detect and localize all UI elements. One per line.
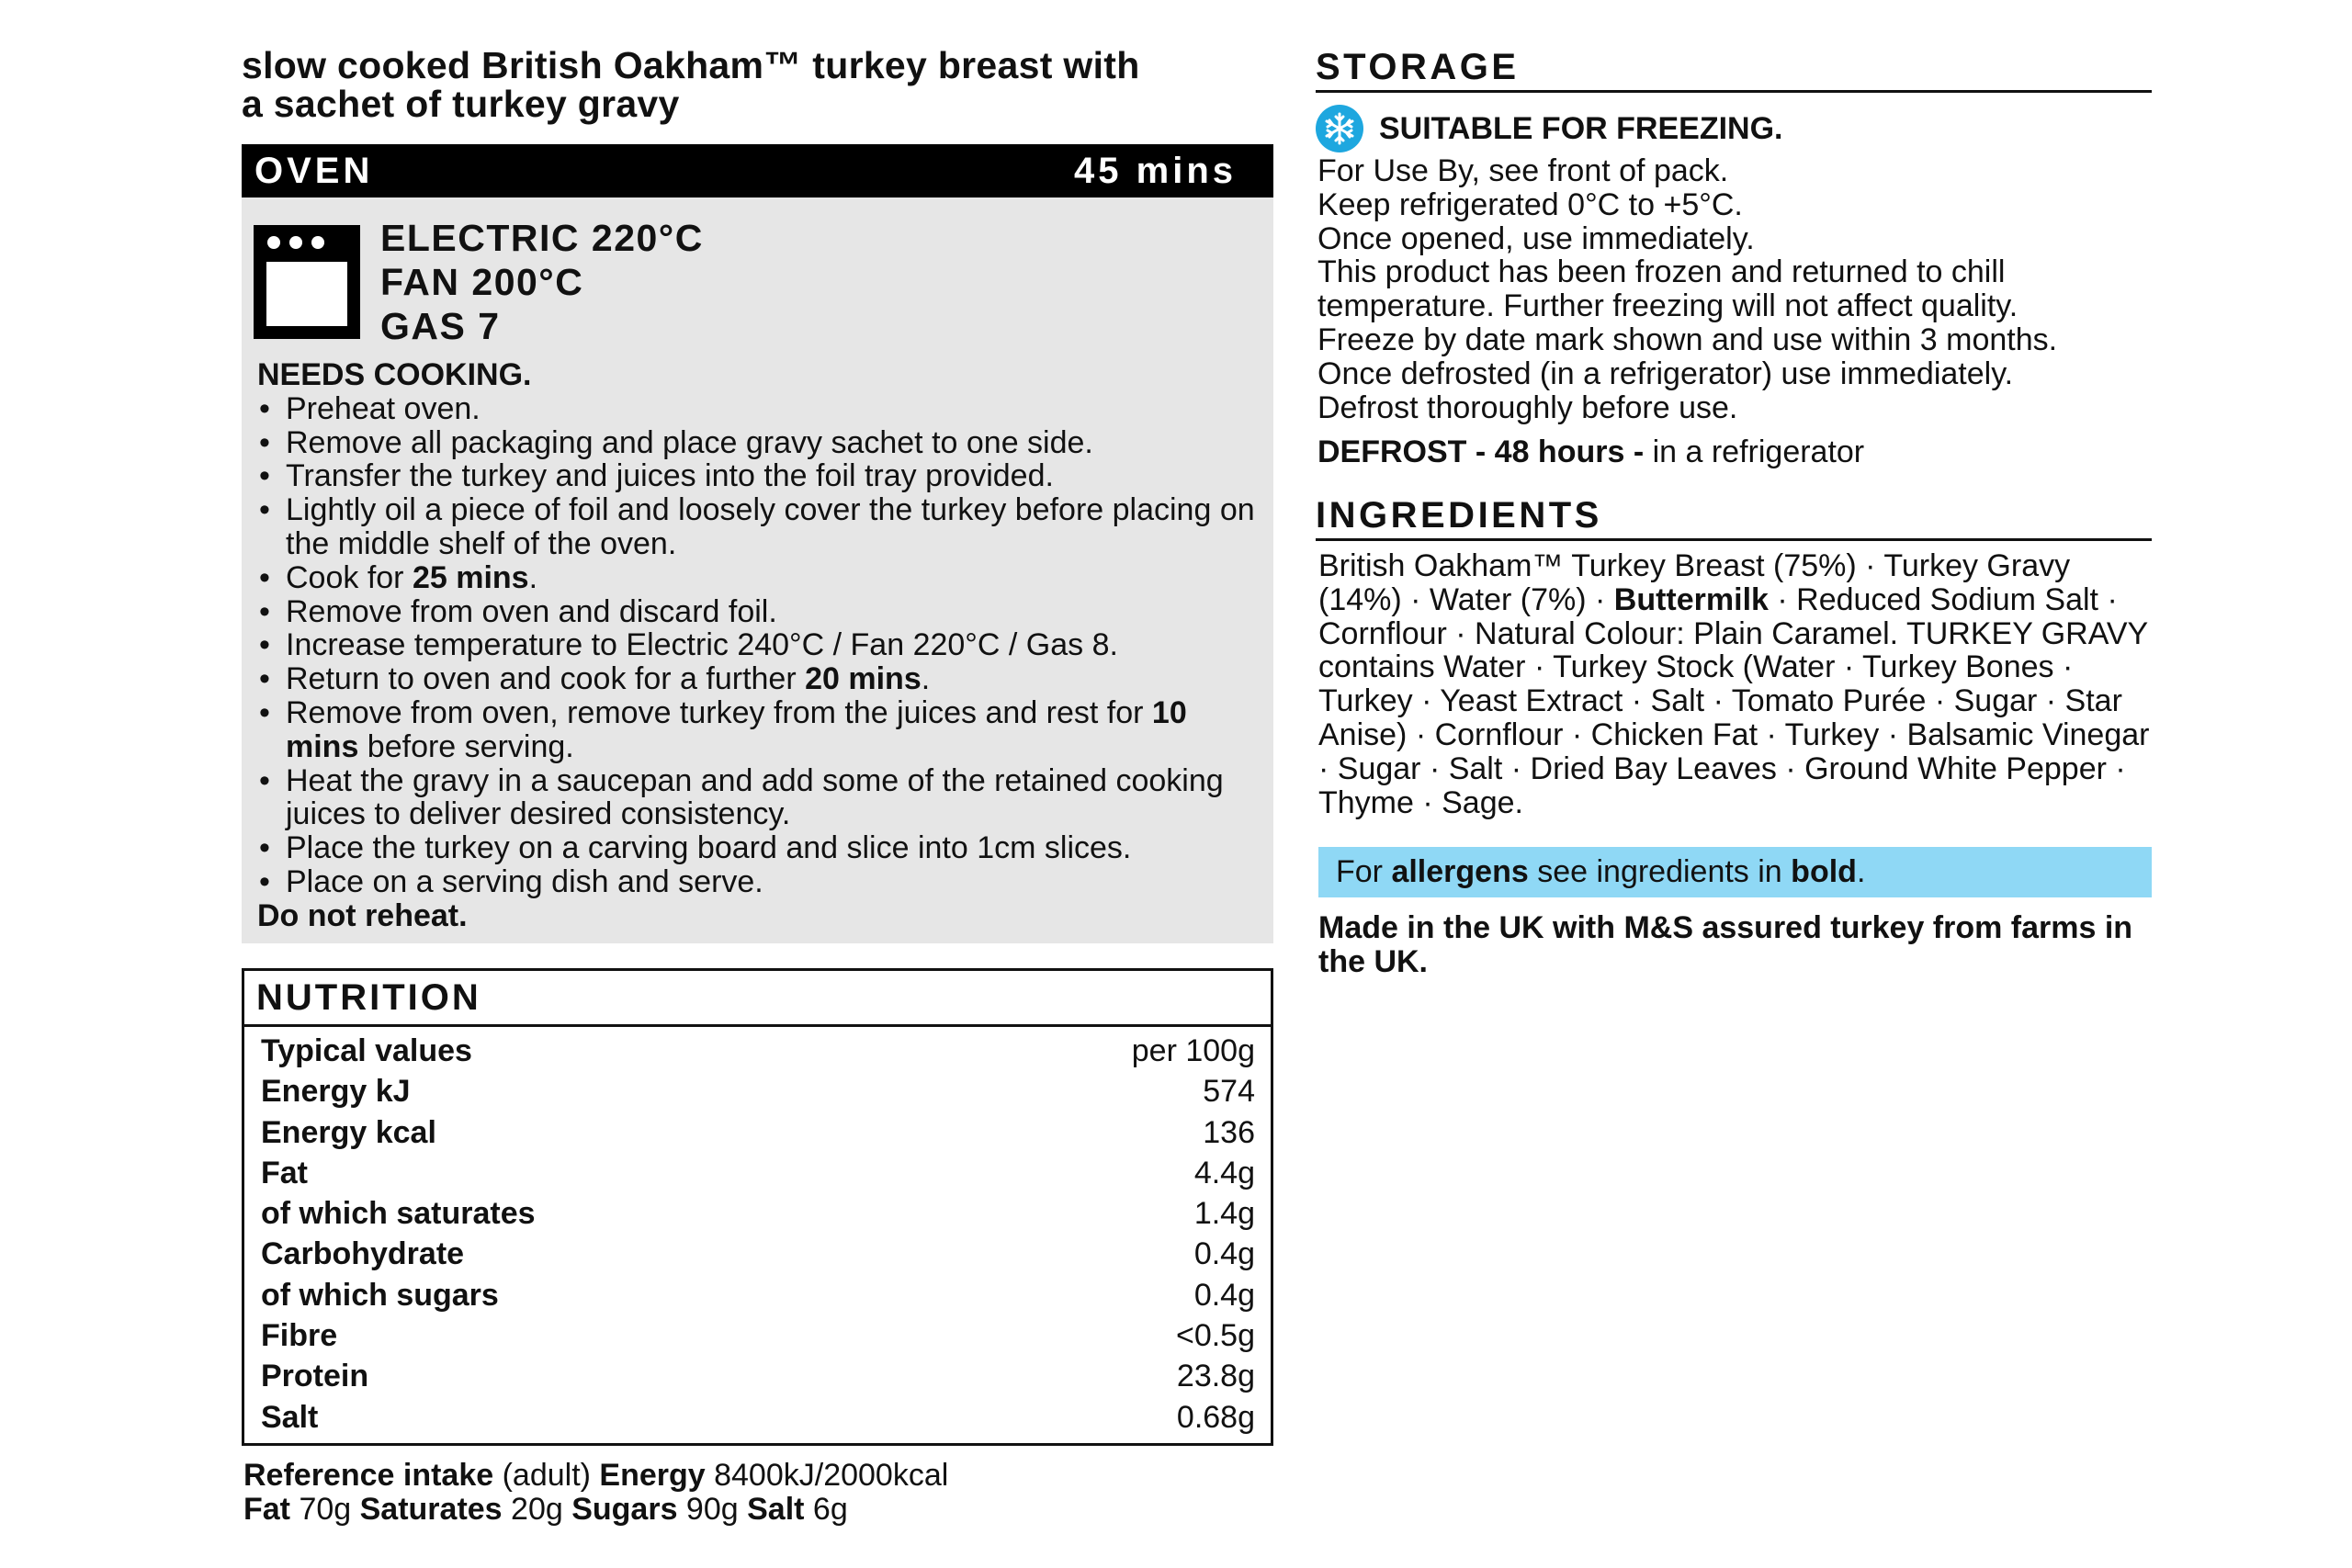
nutrient-name: Protein: [261, 1359, 369, 1394]
nutrient-name: Energy kcal: [261, 1114, 436, 1150]
storage-line: Freeze by date mark shown and use within 3 months.: [1317, 321, 2058, 357]
defrost-bold: DEFROST - 48 hours -: [1317, 434, 1645, 469]
oven-label: OVEN: [254, 150, 374, 191]
cooking-step: • Place on a serving dish and serve.: [257, 865, 1263, 899]
nutrition-row: [244, 1193, 1271, 1234]
cooking-step: • Transfer the turkey and juices into the foil tray provided.: [257, 459, 1263, 493]
nutrition-row: [244, 1315, 1271, 1356]
origin-statement: Made in the UK with M&S assured turkey from farms in the UK.: [1318, 910, 2133, 979]
nutrition-row: [244, 1031, 1271, 1071]
nutrient-name: Fibre: [261, 1318, 338, 1354]
ingredients-part-2: · Reduced Sodium Salt · Cornflour · Natural Colour: Plain Caramel. TURKEY GRAVY contains Water · Turkey Stock (Water · Turkey Bones · Turkey · Yeast Extract · Salt · Tomato Purée · Sugar · Star Anise) · Cornflour · Chicken Fat · Turkey · Balsamic Vinegar · Sugar · Salt · Dried Bay Leaves · Ground White Pepper · Thyme · Sage.: [1318, 581, 2150, 820]
ingredients-text: [1318, 549, 2152, 819]
allergen-mid: see ingredients in: [1528, 854, 1792, 889]
allergen-buttermilk: Buttermilk: [1613, 581, 1769, 617]
cooking-steps: [257, 358, 1263, 933]
defrost-rest: in a refrigerator: [1644, 434, 1865, 469]
oven-time: 45 mins: [1074, 150, 1237, 191]
nutrition-row: [244, 1275, 1271, 1315]
reference-line-2: Fat 70g Saturates 20g Sugars 90g Salt 6g: [243, 1492, 848, 1527]
cooking-step: • Remove from oven, remove turkey from the juices and rest for 10 mins before serving.: [257, 696, 1263, 764]
storage-line: For Use By, see front of pack.: [1317, 153, 1729, 188]
cooking-step: • Lightly oil a piece of foil and loosely cover the turkey before placing on the middle shelf of the oven.: [257, 493, 1263, 561]
storage-heading: STORAGE: [1316, 44, 2152, 93]
nutrient-value: 0.4g: [1193, 1277, 1255, 1313]
steps-list: [257, 392, 1263, 899]
oven-header: [242, 144, 1273, 197]
allergen-notice: [1318, 847, 2152, 897]
nutrient-value: 574: [1203, 1074, 1255, 1110]
temp-gas: GAS 7: [380, 305, 501, 347]
nutrition-row: [244, 1234, 1271, 1274]
temp-electric: ELECTRIC 220°C: [380, 217, 704, 259]
freezing-notice: [1316, 105, 1782, 152]
storage-line: This product has been frozen and returned to chill temperature. Further freezing will not affect quality.: [1317, 254, 2018, 324]
storage-text: [1317, 154, 2152, 424]
nutrient-name: Energy kJ: [261, 1074, 411, 1110]
nutrient-value: per 100g: [1131, 1033, 1255, 1068]
nutrition-row: [244, 1356, 1271, 1396]
allergen-bold-1: allergens: [1391, 854, 1529, 889]
nutrition-rows: [244, 1031, 1271, 1438]
nutrient-name: Fat: [261, 1155, 308, 1190]
product-title: [242, 46, 1273, 123]
nutrient-name: Typical values: [261, 1033, 472, 1068]
temp-fan: FAN 200°C: [380, 261, 584, 303]
nutrition-row: [244, 1153, 1271, 1193]
cooking-step: • Place the turkey on a carving board and slice into 1cm slices.: [257, 831, 1263, 865]
oven-icon: [254, 225, 360, 339]
storage-line: Once defrosted (in a refrigerator) use immediately.: [1317, 355, 2014, 391]
storage-line: Once opened, use immediately.: [1317, 220, 1755, 256]
defrost-line: [1317, 434, 1864, 470]
nutrient-name: of which sugars: [261, 1277, 499, 1313]
nutrient-value: <0.5g: [1175, 1318, 1255, 1354]
allergen-post: .: [1856, 854, 1866, 889]
cooking-step: • Return to oven and cook for a further 20 mins.: [257, 662, 1263, 696]
nutrient-value: 4.4g: [1193, 1155, 1255, 1190]
nutrient-value: 1.4g: [1193, 1196, 1255, 1232]
nutrition-table: [242, 968, 1273, 1446]
allergen-pre: For: [1336, 854, 1392, 889]
cooking-step: • Remove from oven and discard foil.: [257, 595, 1263, 629]
nutrition-row: [244, 1397, 1271, 1438]
do-not-reheat: Do not reheat.: [257, 897, 468, 933]
nutrient-value: 23.8g: [1176, 1359, 1255, 1394]
cooking-step: • Remove all packaging and place gravy sachet to one side.: [257, 426, 1263, 460]
nutrition-heading: NUTRITION: [244, 971, 1271, 1027]
oven-instructions-panel: [242, 197, 1273, 943]
nutrient-name: Salt: [261, 1399, 319, 1435]
ingredients-heading: INGREDIENTS: [1316, 492, 2152, 541]
cooking-step: • Cook for 25 mins.: [257, 561, 1263, 595]
storage-line: Defrost thoroughly before use.: [1317, 389, 1738, 425]
nutrition-row: [244, 1071, 1271, 1111]
cooking-step: • Preheat oven.: [257, 392, 1263, 426]
snowflake-icon: [1316, 105, 1363, 152]
nutrient-value: 0.68g: [1176, 1399, 1255, 1435]
allergen-bold-2: bold: [1791, 854, 1857, 889]
storage-line: Keep refrigerated 0°C to +5°C.: [1317, 186, 1743, 222]
ingredients-part-1: British Oakham™ Turkey Breast (75%) · Turkey Gravy (14%) · Water (7%) ·: [1318, 548, 2071, 617]
reference-intake: [243, 1459, 948, 1527]
reference-line-1: Reference intake (adult) Energy 8400kJ/2000kcal: [243, 1458, 949, 1493]
title-line-1: slow cooked British Oakham™ turkey breast with: [242, 44, 1140, 86]
needs-cooking: NEEDS COOKING.: [257, 357, 532, 392]
oven-temperatures: [380, 216, 704, 348]
nutrition-row: [244, 1112, 1271, 1153]
nutrient-value: 0.4g: [1193, 1236, 1255, 1272]
nutrient-value: 136: [1203, 1114, 1255, 1150]
title-line-2: a sachet of turkey gravy: [242, 83, 680, 125]
nutrient-name: of which saturates: [261, 1196, 536, 1232]
freezing-label: SUITABLE FOR FREEZING.: [1379, 110, 1783, 146]
cooking-step: • Heat the gravy in a saucepan and add some of the retained cooking juices to deliver desired consistency.: [257, 764, 1263, 832]
cooking-step: • Increase temperature to Electric 240°C / Fan 220°C / Gas 8.: [257, 628, 1263, 662]
nutrient-name: Carbohydrate: [261, 1236, 465, 1272]
